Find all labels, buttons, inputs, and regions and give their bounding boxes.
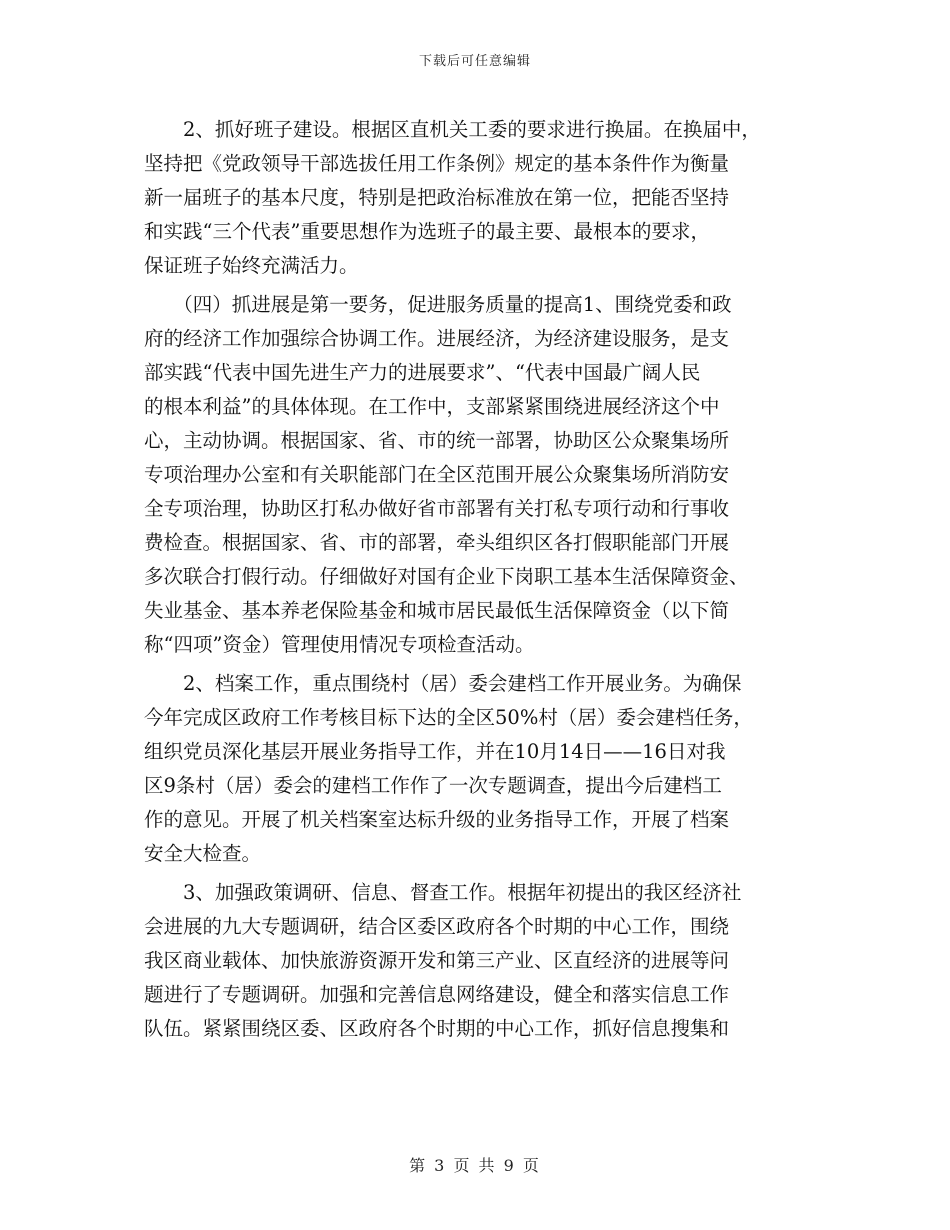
text-line: 部实践“代表中国先进生产力的进展要求”、“代表中国最广阔人民	[144, 361, 701, 384]
text-line: 组织党员深化基层开展业务指导工作，并在10月14日——16日对我	[144, 740, 726, 763]
text-line: 队伍。紧紧围绕区委、区政府各个时期的中心工作，抓好信息搜集和	[144, 1017, 730, 1040]
text-line: 的根本利益”的具体体现。在工作中，支部紧紧围绕进展经济这个中	[144, 395, 720, 418]
text-line: 和实践“三个代表”重要思想作为选班子的最主要、最根本的要求，	[144, 220, 710, 243]
text-line: 区9条村（居）委会的建档工作作了一次专题调查，提出今后建档工	[144, 774, 722, 797]
page-number-footer: 第 3 页 共 9 页	[409, 1156, 541, 1175]
text-line: 作的意见。开展了机关档案室达标升级的业务指导工作，开展了档案	[144, 808, 730, 831]
text-line: （四）抓进展是第一要务，促进服务质量的提高1、围绕党委和政	[144, 293, 732, 316]
text-line: 府的经济工作加强综合协调工作。进展经济，为经济建设服务，是支	[144, 327, 730, 350]
text-line: 我区商业载体、加快旅游资源开发和第三产业、区直经济的进展等问	[144, 949, 730, 972]
text-line: 坚持把《党政领导干部选拔任用工作条例》规定的基本条件作为衡量	[144, 152, 730, 175]
text-line: 称“四项”资金）管理使用情况专项检查活动。	[144, 633, 535, 656]
text-line: 2、抓好班子建设。根据区直机关工委的要求进行换届。在换届中，	[144, 118, 761, 141]
paragraph-class-building	[144, 113, 824, 283]
paragraph-archives	[144, 667, 824, 871]
paragraph-development	[144, 288, 824, 662]
text-line: 多次联合打假行动。仔细做好对国有企业下岗职工基本生活保障资金、	[144, 565, 749, 588]
text-line: 新一届班子的基本尺度，特别是把政治标准放在第一位，把能否坚持	[144, 186, 730, 209]
text-line: 3、加强政策调研、信息、督查工作。根据年初提出的我区经济社	[144, 881, 742, 904]
text-line: 费检查。根据国家、省、市的部署，牵头组织区各打假职能部门开展	[144, 531, 730, 554]
text-line: 全专项治理，协助区打私办做好省市部署有关打私专项行动和行事收	[144, 497, 730, 520]
document-body	[144, 113, 824, 1046]
text-line: 安全大检查。	[144, 842, 262, 865]
page-header: 下载后可任意编辑	[418, 54, 531, 69]
text-line: 专项治理办公室和有关职能部门在全区范围开展公众聚集场所消防安	[144, 463, 730, 486]
text-line: 心，主动协调。根据国家、省、市的统一部署，协助区公众聚集场所	[144, 429, 730, 452]
text-line: 失业基金、基本养老保险基金和城市居民最低生活保障资金（以下简	[144, 599, 730, 622]
paragraph-policy-research	[144, 876, 824, 1046]
text-line: 会进展的九大专题调研，结合区委区政府各个时期的中心工作，围绕	[144, 915, 730, 938]
text-line: 今年完成区政府工作考核目标下达的全区50%村（居）委会建档任务，	[144, 706, 753, 729]
text-line: 2、档案工作，重点围绕村（居）委会建档工作开展业务。为确保	[144, 672, 742, 695]
text-line: 题进行了专题调研。加强和完善信息网络建设，健全和落实信息工作	[144, 983, 730, 1006]
text-line: 保证班子始终充满活力。	[144, 254, 359, 277]
